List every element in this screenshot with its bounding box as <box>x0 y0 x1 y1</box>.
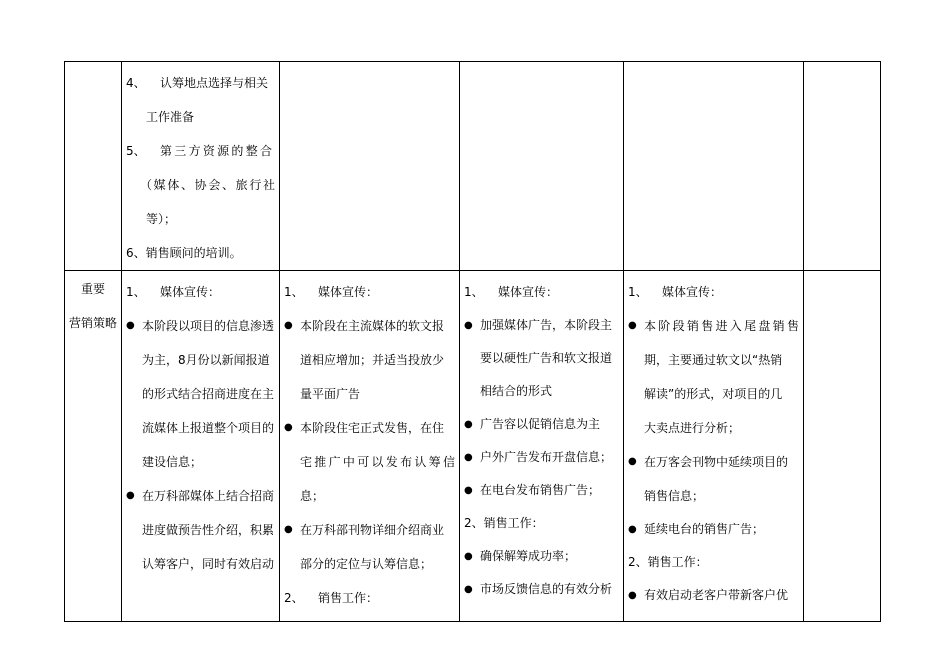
row1-label-cell <box>65 62 122 271</box>
item-text: 在万客会刊物中延续项目的 <box>644 455 789 469</box>
row1-col5-cell <box>804 62 881 271</box>
list-item <box>284 309 455 411</box>
bullet-icon: ● <box>126 320 135 331</box>
item-text: 要以硬性广告和软文报道 <box>480 351 613 365</box>
row2-col5-cell <box>804 271 881 622</box>
item-text: 进度做预告性介绍，积累 <box>142 523 275 537</box>
list-item <box>628 579 799 612</box>
item-text: 工作准备 <box>146 110 195 124</box>
item-text: 媒体宣传： <box>662 285 723 299</box>
row2-col2-cell <box>280 271 460 622</box>
item-text: 有效启动老客户带新客户优 <box>644 588 789 602</box>
bullet-icon: ● <box>628 320 637 331</box>
list-item <box>464 309 619 408</box>
list-item: 6、销售顾问的培训。 <box>126 246 242 260</box>
item-text: 广告容以促销信息为主 <box>480 417 601 431</box>
bullet-icon: ● <box>284 320 293 331</box>
row-label: 营销策略 <box>68 316 117 330</box>
item-text: 期，主要通过软文以“热销 <box>644 353 783 367</box>
row1-col2-cell <box>280 62 460 271</box>
item-number: 1、 <box>628 285 648 299</box>
item-number: 4、 <box>126 76 146 90</box>
list-item <box>284 411 455 513</box>
item-number: 2、 <box>284 591 304 605</box>
bullet-icon: ● <box>464 452 473 463</box>
item-text: （媒体、协会、旅行社 <box>140 178 275 192</box>
item-text: 媒体宣传： <box>160 285 221 299</box>
item-text: 本阶段以项目的信息渗透 <box>142 319 275 333</box>
bullet-icon: ● <box>628 524 637 535</box>
item-number: 5、 <box>126 144 146 158</box>
row2-col3-cell <box>460 271 624 622</box>
item-text: 加强媒体广告，本阶段主 <box>480 318 613 332</box>
item-text: 在电台发布销售广告； <box>480 483 601 497</box>
item-text: 大卖点进行分析； <box>644 421 741 435</box>
item-text: 相结合的形式 <box>480 384 553 398</box>
section-heading <box>628 275 799 309</box>
row1-col3-cell <box>460 62 624 271</box>
item-text: 本阶段住宅正式发售，在住 <box>300 421 445 435</box>
list-item <box>126 66 275 100</box>
item-text: 第三方资源的整合 <box>160 144 272 158</box>
item-text: 延续电台的销售广告； <box>644 522 765 536</box>
item-number: 1、 <box>284 285 304 299</box>
section-heading <box>284 581 455 615</box>
item-text: 认筹客户，同时有效启动 <box>142 557 275 571</box>
list-item <box>464 573 619 606</box>
bullet-icon: ● <box>464 551 473 562</box>
bullet-icon: ● <box>464 584 473 595</box>
list-item <box>464 408 619 441</box>
row2-col4-cell <box>624 271 804 622</box>
list-item <box>464 540 619 573</box>
list-item <box>628 445 799 513</box>
section-heading: 2、销售工作： <box>628 555 708 569</box>
item-text: 在万科部媒体上结合招商 <box>142 489 275 503</box>
item-text: 媒体宣传： <box>318 285 379 299</box>
row1-col1-cell <box>122 62 280 271</box>
list-item <box>628 309 799 445</box>
item-text: 解读”的形式，对项目的几 <box>644 387 783 401</box>
item-text: 户外广告发布开盘信息； <box>480 450 613 464</box>
row1-col4-cell <box>624 62 804 271</box>
item-text: 在万科部刊物详细介绍商业 <box>300 523 445 537</box>
item-text: 本阶段在主流媒体的软文报 <box>300 319 445 333</box>
section-heading <box>464 275 619 309</box>
list-item <box>464 441 619 474</box>
table-row <box>65 62 881 271</box>
item-text: 销售信息； <box>644 489 705 503</box>
item-text: 宅推广中可以发布认筹信 <box>300 455 455 469</box>
item-text: 流媒体上报道整个项目的 <box>142 421 275 435</box>
section-heading: 2、销售工作： <box>464 516 544 530</box>
item-text: 部分的定位与认筹信息； <box>300 557 433 571</box>
item-text: 建设信息； <box>142 455 203 469</box>
bullet-icon: ● <box>628 456 637 467</box>
bullet-icon: ● <box>126 490 135 501</box>
item-text: 息； <box>300 489 325 503</box>
bullet-icon: ● <box>628 590 637 601</box>
list-item <box>126 134 275 168</box>
bullet-icon: ● <box>464 485 473 496</box>
section-heading <box>126 275 275 309</box>
list-item <box>464 474 619 507</box>
row-label: 重要 <box>80 282 105 296</box>
item-text: 认筹地点选择与相关 <box>160 76 269 90</box>
list-item <box>628 513 799 546</box>
item-text: 等）； <box>146 212 177 226</box>
strategy-table <box>64 61 881 622</box>
list-item <box>284 513 455 581</box>
section-heading <box>284 275 455 309</box>
item-text: 本阶段销售进入尾盘销售 <box>644 319 799 333</box>
list-item <box>126 309 275 479</box>
item-number: 1、 <box>464 285 484 299</box>
row2-label-cell <box>65 271 122 622</box>
table-row <box>65 271 881 622</box>
item-text: 确保解筹成功率； <box>480 549 577 563</box>
item-text: 销售工作： <box>318 591 379 605</box>
item-text: 道相应增加；并适当投放少 <box>300 353 445 367</box>
item-text: 为主，8月份以新闻报道 <box>142 353 270 367</box>
row2-col1-cell <box>122 271 280 622</box>
item-text: 的形式结合招商进度在主 <box>142 387 275 401</box>
item-number: 1、 <box>126 285 146 299</box>
bullet-icon: ● <box>464 320 473 331</box>
item-text: 市场反馈信息的有效分析 <box>480 582 613 596</box>
item-text: 媒体宣传： <box>498 285 559 299</box>
item-text: 量平面广告 <box>300 387 361 401</box>
bullet-icon: ● <box>464 419 473 430</box>
list-item <box>126 479 275 581</box>
bullet-icon: ● <box>284 422 293 433</box>
bullet-icon: ● <box>284 524 293 535</box>
